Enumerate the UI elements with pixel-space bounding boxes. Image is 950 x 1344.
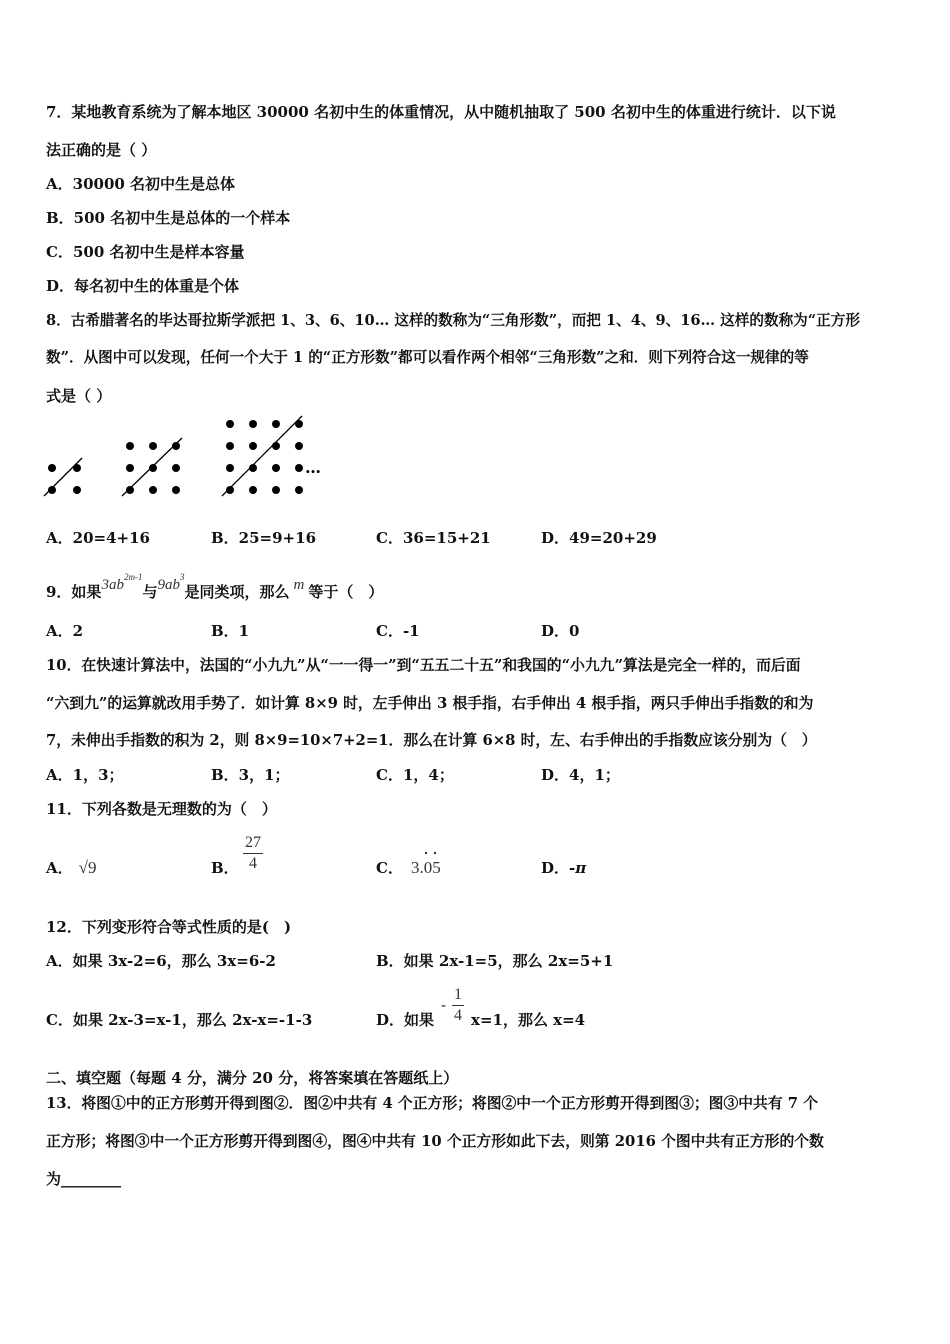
q10-option-d: D．4，1；: [541, 766, 620, 784]
q9-option-b: B．1: [211, 622, 250, 640]
q11-option-d-label: D．: [541, 859, 570, 877]
q8-option-d: D．49=20+29: [541, 529, 657, 547]
q10-option-a: A．1，3；: [46, 766, 124, 784]
q12-fraction-numerator: 1: [452, 985, 464, 1006]
repeating-decimal-dots: [423, 850, 443, 856]
q7-stem-line1: 7．某地教育系统为了解本地区 30000 名初中生的体重情况，从中随机抽取了 500 名初中生的体重进行统计．以下说: [46, 103, 836, 121]
q12-option-a: A．如果 3x-2=6，那么 3x=6-2: [46, 952, 276, 970]
q10-option-b: B．3，1；: [211, 766, 290, 784]
q11-option-c-label: C．: [376, 859, 403, 877]
q12-fraction-1-4: [452, 985, 464, 1026]
square-number-dot-figure: [40, 412, 340, 507]
q7-option-b: B．500 名初中生是总体的一个样本: [46, 209, 291, 227]
q11-repeating-decimal: 3.05: [410, 858, 441, 877]
q7-option-d: D．每名初中生的体重是个体: [46, 277, 240, 295]
q11-option-a: [46, 858, 96, 878]
q9-end: 等于（ ）: [308, 583, 384, 601]
q11-negative-pi: -π: [569, 859, 587, 877]
q12-option-c: C．如果 2x-3=x-1，那么 2x-x=-1-3: [46, 1011, 313, 1029]
q13-stem-line1: 13．将图①中的正方形剪开得到图②．图②中共有 4 个正方形；将图②中一个正方形剪开得到图③；图③中共有 7 个: [46, 1095, 819, 1112]
q9-option-a: A．2: [46, 622, 84, 640]
q9-option-d: D．0: [541, 622, 580, 640]
q11-fraction-numerator: 27: [243, 833, 263, 854]
section-heading-fill-blank: 二、填空题（每题 4 分，满分 20 分，将答案填在答题纸上）: [46, 1069, 459, 1087]
q9-term2-base: 9ab: [157, 577, 180, 593]
q10-stem-line3: 7，未伸出手指数的积为 2，则 8×9=10×7+2=1．那么在计算 6×8 时，左、右手伸出的手指数应该分别为（ ）: [46, 732, 817, 749]
q11-option-d: [541, 858, 586, 878]
q9-mid: 与: [142, 583, 158, 601]
q10-stem-line1: 10．在快速计算法中，法国的“小九九”从“一一得一”到“五五二十五”和我国的“小九九”算法是完全一样的，而后面: [46, 657, 801, 674]
q9-term1-base: 3ab: [101, 577, 124, 593]
q10-stem-line2: “六到九”的运算就改用手势了．如计算 8×9 时，左手伸出 3 根手指，右手伸出 4 根手指，两只手伸出手指数的和为: [46, 695, 814, 712]
q11-option-b-label: B．: [211, 859, 239, 877]
q13-stem-line2: 正方形；将图③中一个正方形剪开得到图④，图④中共有 10 个正方形如此下去，则第 2016 个图中共有正方形的个数: [46, 1133, 824, 1150]
q7-stem-line2: 法正确的是（ ）: [46, 141, 157, 159]
q8-option-a: A．20=4+16: [46, 529, 150, 547]
q12-fraction-denominator: 4: [454, 1007, 462, 1024]
q12-option-d-minus: -: [441, 996, 447, 1014]
q8-stem-line1: 8．古希腊著名的毕达哥拉斯学派把 1、3、6、10… 这样的数称为“三角形数”，而把 1、4、9、16… 这样的数称为“正方形: [46, 312, 860, 329]
q8-stem-line2: 数”．从图中可以发现，任何一个大于 1 的“正方形数”都可以看作两个相邻“三角形数”之和．则下列符合这一规律的等: [46, 349, 809, 366]
q11-fraction-denominator: 4: [249, 855, 257, 872]
q11-stem: 11．下列各数是无理数的为（ ）: [46, 800, 277, 818]
q12-stem: 12．下列变形符合等式性质的是( ): [46, 918, 292, 936]
q7-option-c: C．500 名初中生是样本容量: [46, 243, 245, 261]
q12-option-d-prefix: D．如果: [376, 1011, 435, 1029]
q9-term1-exponent: 2m-1: [123, 572, 143, 582]
q8-stem-line3: 式是（ ）: [46, 387, 112, 405]
q12-option-d-suffix: x=1，那么 x=4: [471, 1011, 586, 1029]
q9-suffix: 是同类项，那么: [184, 583, 290, 601]
figure-ellipsis: …: [305, 458, 321, 477]
q12-option-b: B．如果 2x-1=5，那么 2x=5+1: [376, 952, 614, 970]
q8-option-b: B．25=9+16: [211, 529, 317, 547]
q9-option-c: C．-1: [376, 622, 420, 640]
q13-stem-line3: 为________: [46, 1170, 122, 1188]
q11-option-c: [376, 858, 441, 878]
q11-option-a-label: A．: [46, 859, 73, 877]
q9-variable: m: [293, 577, 305, 593]
q9-term2-exponent: 3: [179, 572, 185, 582]
q8-option-c: C．36=15+21: [376, 529, 491, 547]
q10-option-c: C．1，4；: [376, 766, 454, 784]
q7-option-a: A．30000 名初中生是总体: [46, 175, 236, 193]
q11-fraction-27-4: [243, 833, 263, 874]
q9-prefix: 9．如果: [46, 583, 102, 601]
q11-sqrt9: √9: [78, 858, 97, 877]
q9-stem: [46, 572, 384, 603]
